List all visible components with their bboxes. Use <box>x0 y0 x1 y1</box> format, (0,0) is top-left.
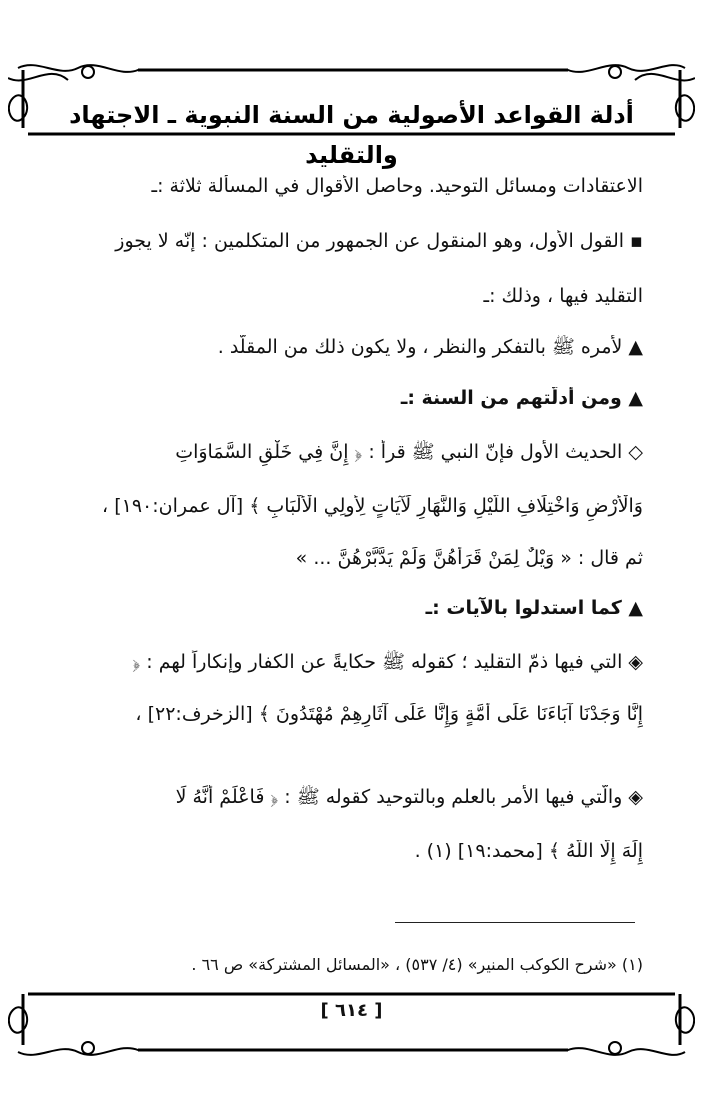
text-line: ▲ كما استدلوا بالآيات :ـ <box>425 597 643 619</box>
page-number: [ ٦١٤ ] <box>320 1000 383 1021</box>
running-header: أدلة القواعد الأصولية من السنة النبوية ـ الاجتهاد والتقليد <box>69 101 634 169</box>
text-line: ▲ لأمره ﷺ بالتفكر والنظر ، ولا يكون ذلك من المقلّد . <box>217 336 643 358</box>
text-line: ▲ ومن أدلّتهم من السنة :ـ <box>400 387 643 409</box>
text-line: ▪ القول الأول، وهو المنقول عن الجمهور من المتكلمين : إنّه لا يجوز <box>115 230 643 252</box>
text-line: إِلَهَ إِلَّا اللَّهُ ﴾ [محمد:١٩] (١) . <box>414 840 643 862</box>
text-line: ثم قال : « وَيْلٌ لِمَنْ قَرَأَهُنَّ وَلَمْ يَدَّبَّرْهُنَّ ... » <box>295 547 643 569</box>
footnote-separator <box>395 922 635 923</box>
text-line: وَالْأَرْضِ وَاخْتِلَافِ اللَّيْلِ وَالنَّهَارِ لَآيَاتٍ لِأُولِي الْأَلْبَابِ ﴾ [آل عمران:١٩٠] ، <box>102 495 643 517</box>
text-line: ◈ والّتي فيها الأمر بالعلم وبالتوحيد كقوله ﷺ : ﴿ فَاعْلَمْ أَنَّهُ لَا <box>175 786 643 808</box>
text-line: التقليد فيها ، وذلك :ـ <box>483 285 643 307</box>
text-line: الاعتقادات ومسائل التوحيد. وحاصل الأقوال في المسألة ثلاثة :ـ <box>151 175 643 197</box>
footnote: (١) «شرح الكوكب المنير» (٤/ ٥٣٧) ، «المسائل المشتركة» ص ٦٦ . <box>191 955 643 974</box>
text-line: ◇ الحديث الأول فإنّ النبي ﷺ قرأ : ﴿ إِنَّ فِي خَلْقِ السَّمَاوَاتِ <box>175 441 643 463</box>
text-line: ◈ التي فيها ذمّ التقليد ؛ كقوله ﷺ حكايةً عن الكفار وإنكاراً لهم : ﴿ <box>132 651 643 673</box>
text-line: إِنَّا وَجَدْنَا آبَاءَنَا عَلَى أُمَّةٍ وَإِنَّا عَلَى آثَارِهِمْ مُهْتَدُونَ ﴾ [الزخرف:٢٢] ، <box>135 703 643 725</box>
